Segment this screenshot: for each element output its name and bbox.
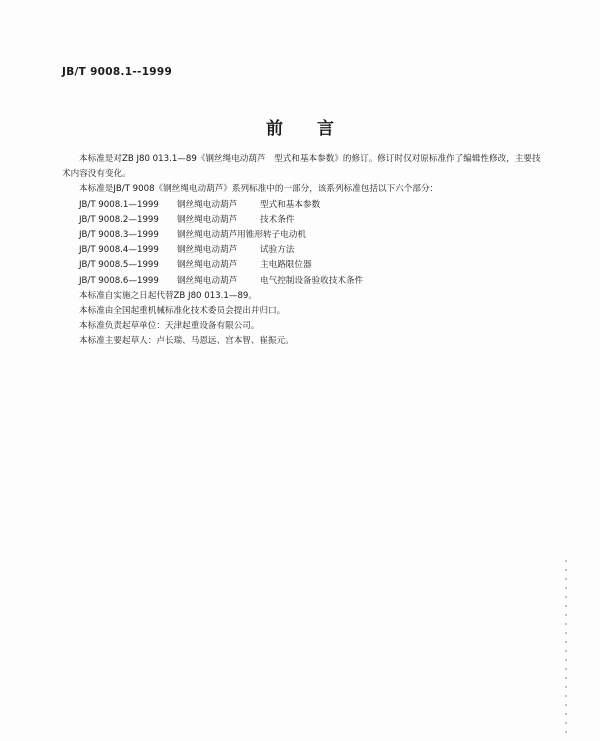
- document-body: [62, 152, 542, 350]
- list-item: [62, 213, 542, 228]
- standard-number: JB/T 9008.6—1999: [79, 275, 159, 286]
- product-name: 钢丝绳电动葫芦: [177, 260, 238, 271]
- paragraph-drafting-unit: 本标准负责起草单位：天津起重设备有限公司。: [79, 321, 260, 332]
- product-name: 钢丝绳电动葫芦: [177, 245, 238, 256]
- standard-number: JB/T 9008.2—1999: [79, 214, 159, 225]
- paragraph-drafters: 本标准主要起草人：卢长瑞、马恩远、宫本智、崔振元。: [79, 336, 294, 347]
- standard-code-header: JB/T 9008.1--1999: [62, 66, 173, 78]
- list-item: [62, 274, 542, 289]
- paragraph-proposer: 本标准由全国起重机械标准化技术委员会提出并归口。: [79, 306, 286, 317]
- product-name: 钢丝绳电动葫芦: [177, 199, 238, 210]
- series-standards-list: [62, 198, 542, 289]
- part-title: 技术条件: [260, 214, 295, 225]
- paragraph-series-intro: 本标准是JB/T 9008《钢丝绳电动葫芦》系列标准中的一部分，该系列标准包括以下六个部分：: [79, 184, 439, 195]
- part-title: 试验方法: [260, 245, 295, 256]
- list-item: [62, 243, 542, 258]
- part-title: 型式和基本参数: [260, 199, 321, 210]
- part-title: 用锥形转子电动机: [237, 230, 306, 241]
- standard-number: JB/T 9008.1—1999: [79, 199, 159, 210]
- list-item: [62, 258, 542, 273]
- part-title: 主电路限位器: [260, 260, 312, 271]
- part-title: 电气控制设备验收技术条件: [260, 275, 364, 286]
- paragraph-replacement: 本标准自实施之日起代替ZB J80 013.1—89。: [79, 290, 257, 301]
- scan-edge-artifact: [565, 560, 567, 735]
- standard-number: JB/T 9008.3—1999: [79, 230, 159, 241]
- product-name: 钢丝绳电动葫芦: [177, 230, 238, 241]
- page-title: 前 言: [266, 119, 348, 139]
- product-name: 钢丝绳电动葫芦: [177, 275, 238, 286]
- standard-number: JB/T 9008.4—1999: [79, 245, 159, 256]
- standard-number: JB/T 9008.5—1999: [79, 260, 159, 271]
- paragraph-revision-note: 本标准是对ZB J80 013.1—89《钢丝绳电动葫芦 型式和基本参数》的修订。修订时仅对原标准作了编辑性修改，主要技术内容没有变化。: [62, 154, 541, 180]
- list-item: [62, 198, 542, 213]
- list-item: [62, 228, 542, 243]
- product-name: 钢丝绳电动葫芦: [177, 214, 238, 225]
